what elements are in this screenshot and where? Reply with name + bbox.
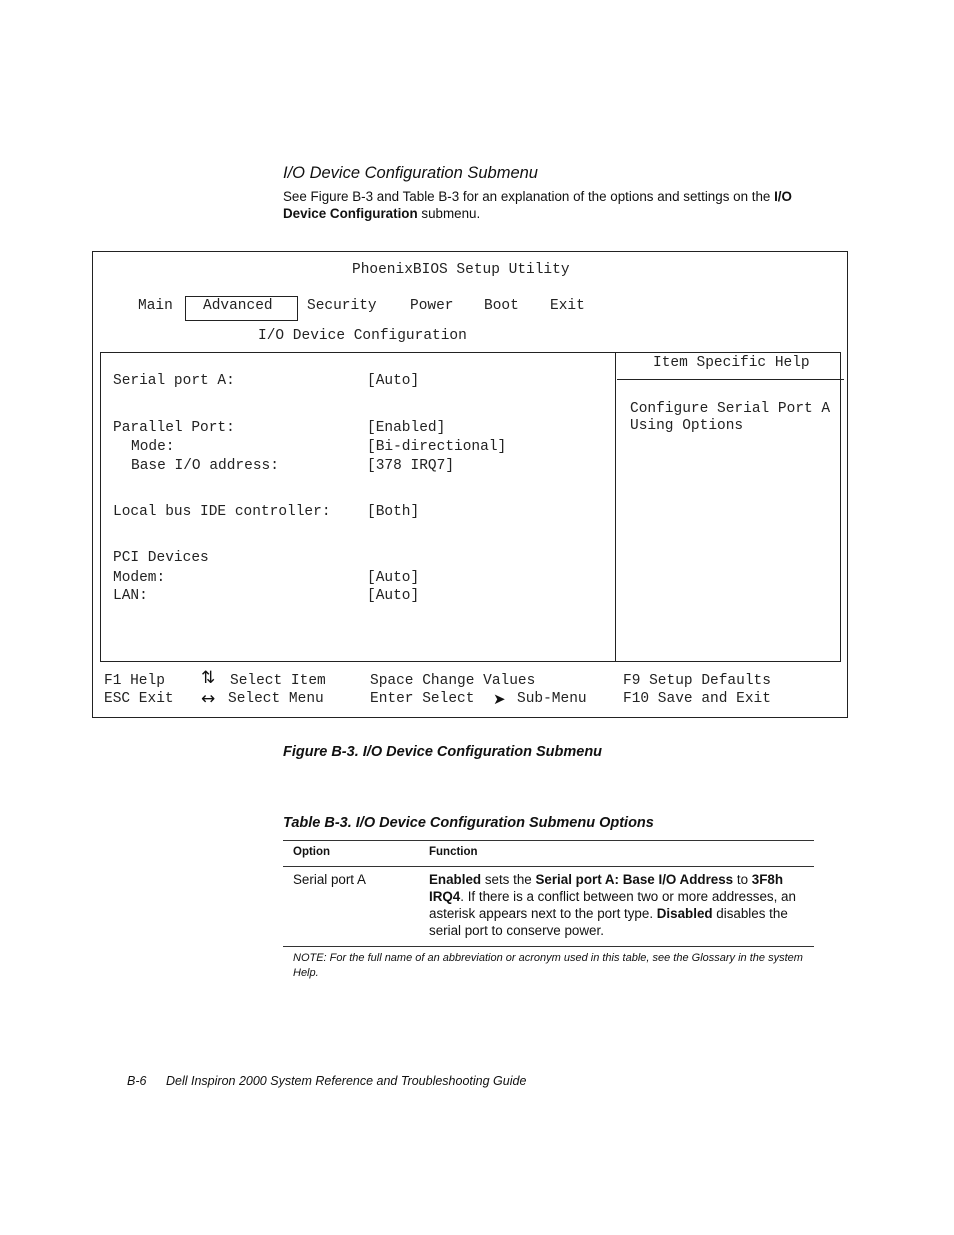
mode-label: Mode: <box>131 439 175 455</box>
table-header-option: Option <box>293 846 331 858</box>
table-header-function: Function <box>429 846 478 858</box>
section-heading: I/O Device Configuration Submenu <box>283 164 538 182</box>
intro-paragraph <box>283 188 823 222</box>
intro-text-2: submenu. <box>417 206 481 221</box>
table-cell-option: Serial port A <box>293 872 366 887</box>
bios-title: PhoenixBIOS Setup Utility <box>352 262 570 278</box>
table-header-rule <box>283 866 814 867</box>
key-enter-select: Enter Select <box>370 691 475 707</box>
submenu-title: I/O Device Configuration <box>258 328 467 344</box>
function-bold-4: Disabled <box>656 906 713 921</box>
parallel-port-value[interactable]: [Enabled] <box>367 420 446 436</box>
function-text-2: to <box>733 872 752 887</box>
key-f9-setup-defaults: F9 Setup Defaults <box>623 673 771 689</box>
base-io-value[interactable]: [378 IRQ7] <box>367 458 455 474</box>
base-io-label: Base I/O address: <box>131 458 279 474</box>
key-f1-help: F1 Help <box>104 673 165 689</box>
key-f10-save-exit: F10 Save and Exit <box>623 691 771 707</box>
function-bold-2: Serial port A: Base I/O Address <box>535 872 734 887</box>
key-sub-menu: Sub-Menu <box>517 691 587 707</box>
intro-bold: I/O Device Configuration <box>283 189 792 221</box>
left-right-arrow-icon: ↔ <box>201 689 216 709</box>
menu-exit[interactable]: Exit <box>550 298 585 314</box>
table-caption: Table B-3. I/O Device Configuration Submenu Options <box>283 815 654 831</box>
function-text-4: disables the serial port to conserve power. <box>429 906 788 938</box>
table-cell-function <box>429 871 807 939</box>
modem-value[interactable]: [Auto] <box>367 570 420 586</box>
help-divider <box>617 379 844 380</box>
serial-port-value[interactable]: [Auto] <box>367 373 420 389</box>
menu-boot[interactable]: Boot <box>484 298 519 314</box>
key-select-menu: Select Menu <box>228 691 324 707</box>
key-space-change-values: Space Change Values <box>370 673 536 689</box>
modem-label: Modem: <box>113 570 166 586</box>
table-top-rule <box>283 840 814 841</box>
pci-devices-heading: PCI Devices <box>113 550 209 566</box>
ide-controller-value[interactable]: [Both] <box>367 504 420 520</box>
table-bottom-rule <box>283 946 814 947</box>
key-select-item: Select Item <box>230 673 326 689</box>
menu-main[interactable]: Main <box>138 298 173 314</box>
function-bold-3: 3F8h IRQ4 <box>429 872 784 904</box>
figure-caption: Figure B-3. I/O Device Configuration Submenu <box>283 744 603 760</box>
function-text-1: sets the <box>481 872 536 887</box>
help-panel <box>615 352 841 662</box>
menu-advanced[interactable]: Advanced <box>203 298 273 314</box>
footer-page-number: B-6 <box>127 1074 147 1088</box>
lan-value[interactable]: [Auto] <box>367 588 420 604</box>
ide-controller-label: Local bus IDE controller: <box>113 504 331 520</box>
key-esc-exit: ESC Exit <box>104 691 174 707</box>
table-note: NOTE: For the full name of an abbreviation or acronym used in this table, see the Glossary in the system Help. <box>293 952 803 979</box>
help-line-1: Configure Serial Port A <box>630 401 831 417</box>
parallel-port-label: Parallel Port: <box>113 420 235 436</box>
footer-title: Dell Inspiron 2000 System Reference and Troubleshooting Guide <box>166 1074 527 1088</box>
menu-security[interactable]: Security <box>307 298 377 314</box>
serial-port-label: Serial port A: <box>113 373 235 389</box>
help-line-2: Using Options <box>630 418 744 434</box>
up-down-arrows-icon: ⇅ <box>201 668 216 688</box>
right-pointer-icon: ➤ <box>493 690 506 708</box>
lan-label: LAN: <box>113 588 148 604</box>
mode-value[interactable]: [Bi-directional] <box>367 439 507 455</box>
intro-text-1: See Figure B-3 and Table B-3 for an explanation of the options and settings on the <box>283 189 775 204</box>
help-title: Item Specific Help <box>653 355 810 371</box>
function-bold-1: Enabled <box>429 872 482 887</box>
menu-power[interactable]: Power <box>410 298 454 314</box>
function-text-3: . If there is a conflict between two or more addresses, an asterisk appears next to the port type. <box>429 889 796 921</box>
